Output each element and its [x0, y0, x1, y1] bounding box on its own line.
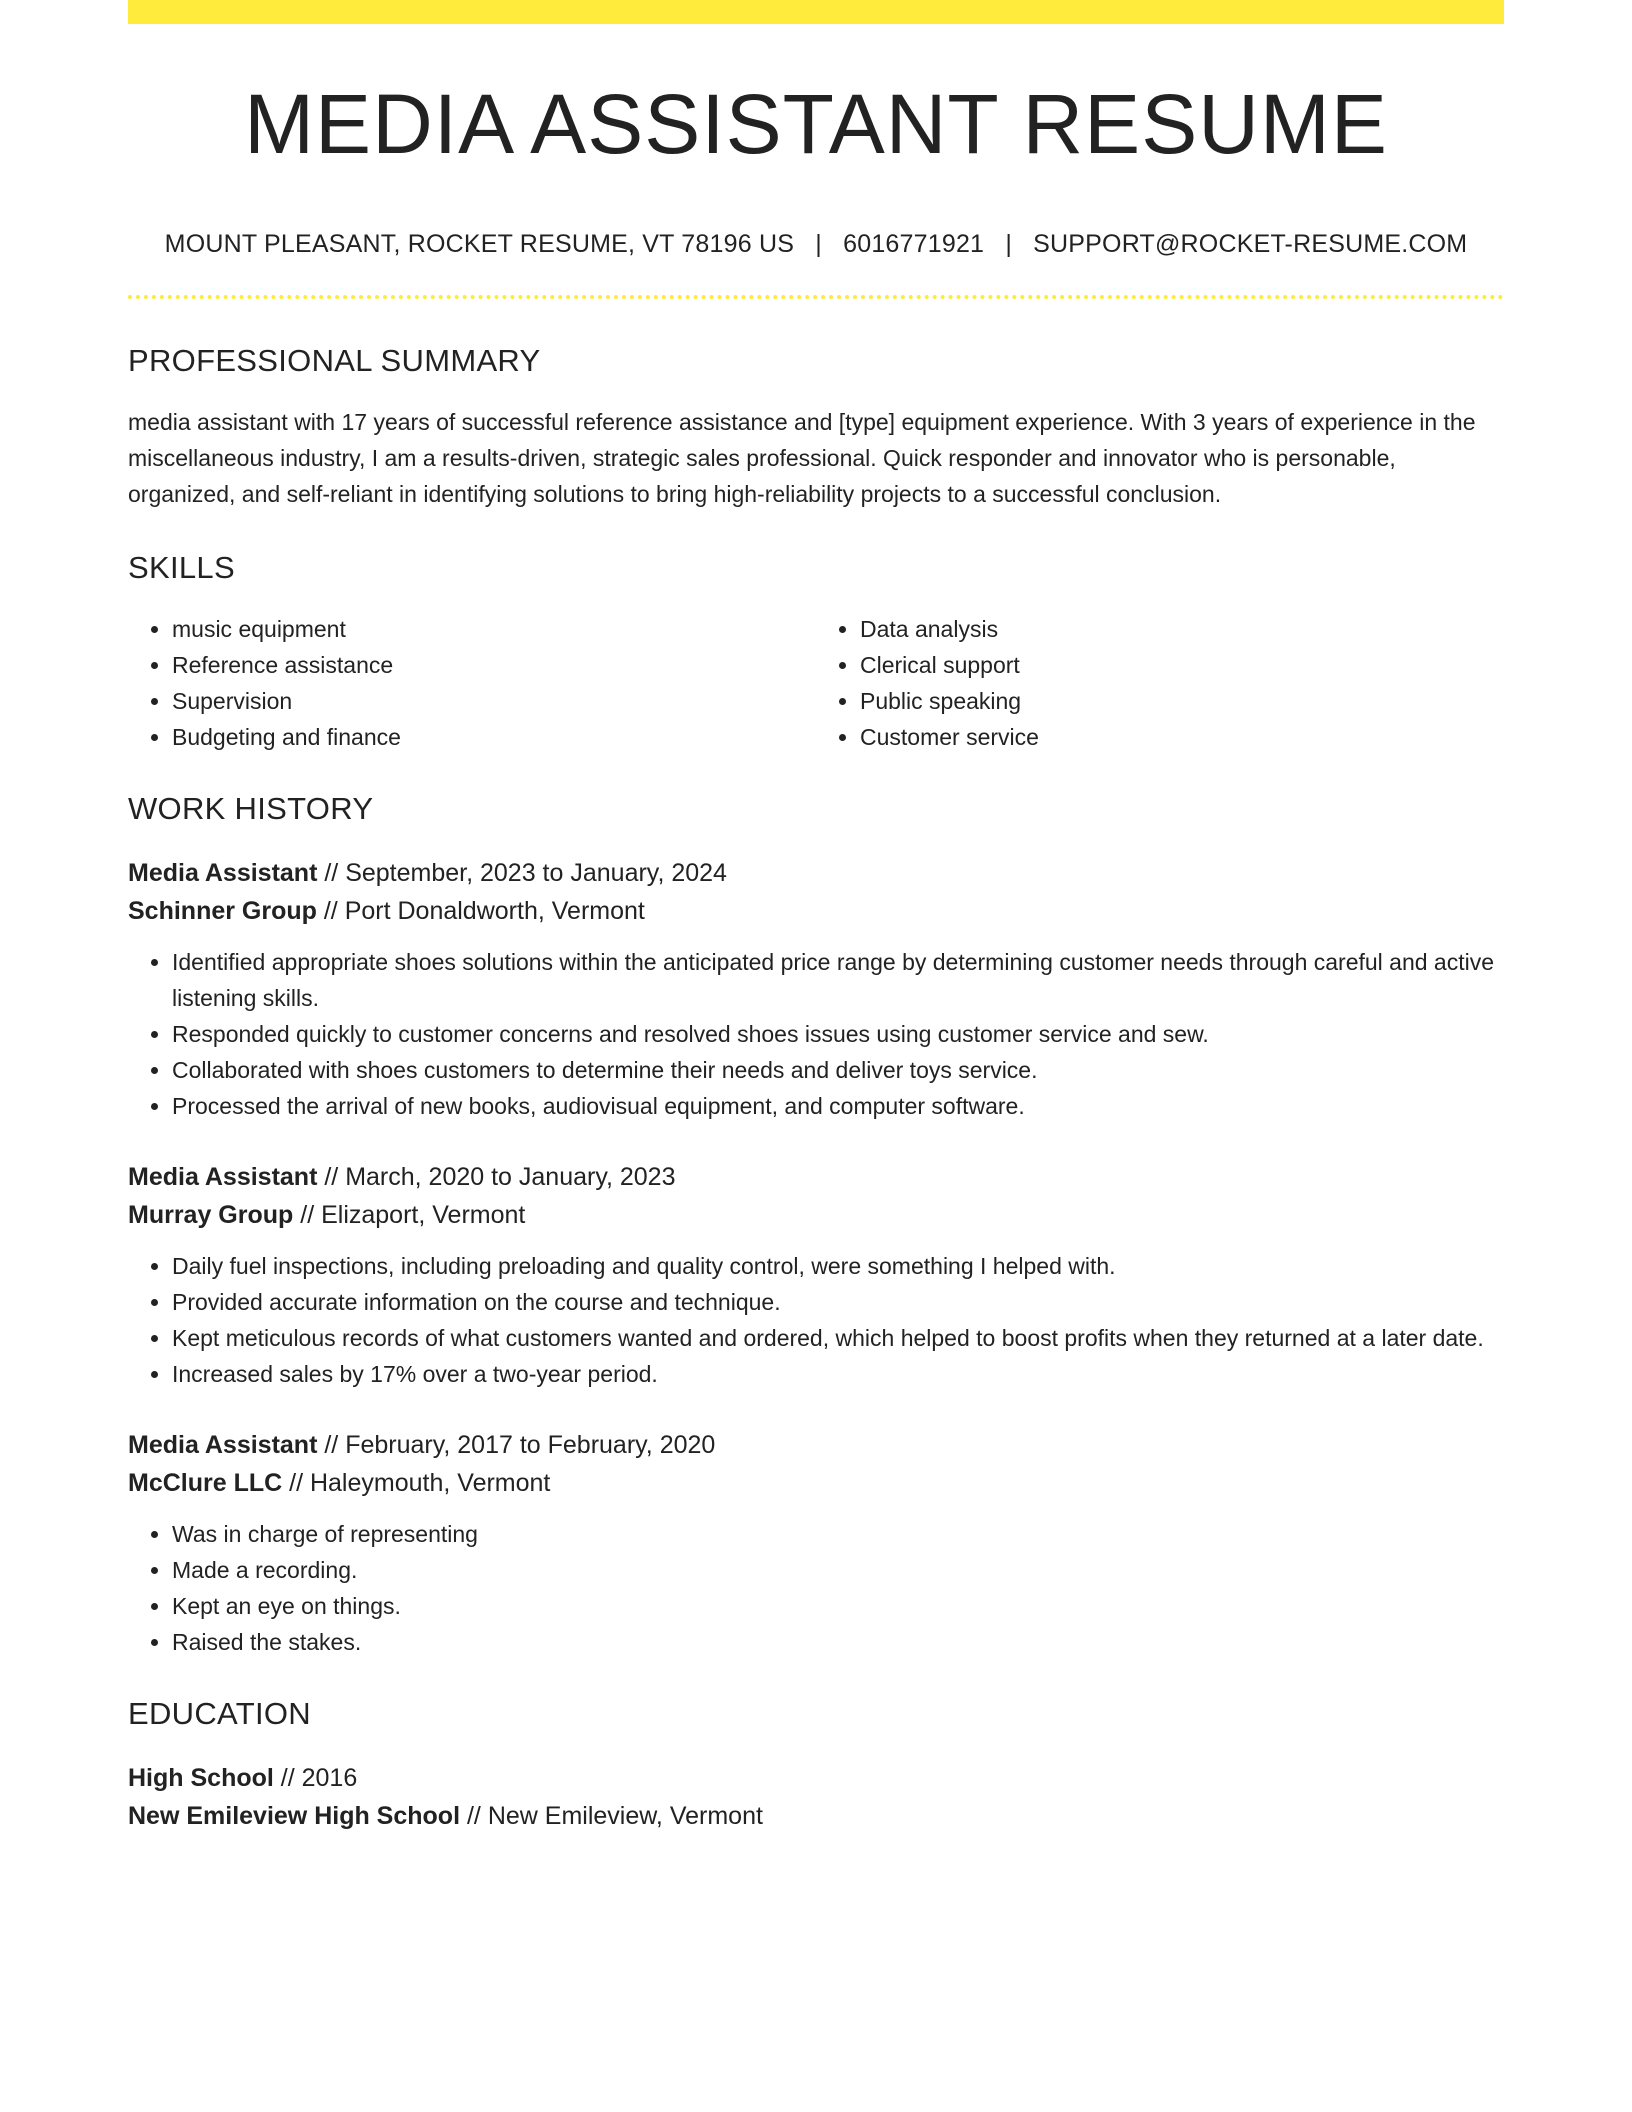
- job-location: // Port Donaldworth, Vermont: [323, 897, 645, 925]
- education-school: New Emileview High School: [128, 1802, 461, 1830]
- resume-content: [128, 24, 1504, 1835]
- job-location: // Haleymouth, Vermont: [289, 1469, 551, 1497]
- skill-item: • Supervision: [172, 683, 816, 719]
- job-title-line: [128, 854, 1504, 892]
- skill-item: • Budgeting and finance: [172, 719, 816, 755]
- job-bullet: • Processed the arrival of new books, audiovisual equipment, and computer software.: [172, 1088, 1504, 1124]
- job-bullets: [128, 1516, 1504, 1660]
- job-bullets: [128, 944, 1504, 1124]
- job-bullet: • Identified appropriate shoes solutions within the anticipated price range by determining customer needs through careful and active listening skills.: [172, 944, 1504, 1016]
- job-bullet: • Raised the stakes.: [172, 1624, 1504, 1660]
- job-title-line: [128, 1426, 1504, 1464]
- work-history-heading: WORK HISTORY: [128, 791, 374, 826]
- job-company-line: [128, 1464, 1504, 1502]
- job-entry: [128, 854, 1504, 1124]
- contact-line: [128, 232, 1504, 257]
- education-heading: EDUCATION: [128, 1696, 311, 1731]
- job-bullet: • Responded quickly to customer concerns and resolved shoes issues using customer service and sew.: [172, 1016, 1504, 1052]
- job-bullet: • Increased sales by 17% over a two-year period.: [172, 1356, 1504, 1392]
- job-company: Murray Group: [128, 1201, 294, 1229]
- education-entry: [128, 1759, 1504, 1835]
- job-dates: // March, 2020 to January, 2023: [324, 1163, 676, 1191]
- job-dates: // September, 2023 to January, 2024: [324, 859, 727, 887]
- skill-item: • Clerical support: [860, 647, 1504, 683]
- summary-text: media assistant with 17 years of successful reference assistance and [type] equipment experience. With 3 years of experience in the miscellaneous industry, I am a results-driven, strategic sales professional. Quick responder and innovator who is personable, organized, and self-reliant in identifying solutions to bring high-reliability projects to a successful conclusion.: [128, 409, 1476, 507]
- skill-item: • Data analysis: [860, 611, 1504, 647]
- education-location: // New Emileview, Vermont: [466, 1802, 763, 1830]
- skill-item: • music equipment: [172, 611, 816, 647]
- job-location: // Elizaport, Vermont: [300, 1201, 526, 1229]
- job-entry: [128, 1426, 1504, 1660]
- contact-email: SUPPORT@ROCKET-RESUME.COM: [1033, 230, 1468, 258]
- skill-item: • Customer service: [860, 719, 1504, 755]
- job-company-line: [128, 1196, 1504, 1234]
- job-bullet: • Daily fuel inspections, including preloading and quality control, were something I helped with.: [172, 1248, 1504, 1284]
- job-bullet: • Provided accurate information on the course and technique.: [172, 1284, 1504, 1320]
- job-company: McClure LLC: [128, 1469, 283, 1497]
- job-title-line: [128, 1158, 1504, 1196]
- contact-separator: |: [815, 230, 822, 258]
- job-company-line: [128, 892, 1504, 930]
- job-title: Media Assistant: [128, 1431, 318, 1459]
- education-degree: High School: [128, 1764, 274, 1792]
- job-bullets: [128, 1248, 1504, 1392]
- skills-column-right: [816, 611, 1504, 755]
- education-degree-line: [128, 1759, 1504, 1797]
- contact-phone: 6016771921: [843, 230, 985, 258]
- job-bullet: • Was in charge of representing: [172, 1516, 1504, 1552]
- job-dates: // February, 2017 to February, 2020: [324, 1431, 716, 1459]
- skill-item: • Public speaking: [860, 683, 1504, 719]
- summary-heading: PROFESSIONAL SUMMARY: [128, 343, 541, 378]
- job-bullet: • Collaborated with shoes customers to determine their needs and deliver toys service.: [172, 1052, 1504, 1088]
- job-bullet: • Kept meticulous records of what customers wanted and ordered, which helped to boost profits when they returned at a later date.: [172, 1320, 1504, 1356]
- contact-address: MOUNT PLEASANT, ROCKET RESUME, VT 78196 US: [164, 230, 795, 258]
- job-company: Schinner Group: [128, 897, 317, 925]
- job-bullet: • Kept an eye on things.: [172, 1588, 1504, 1624]
- education-school-line: [128, 1797, 1504, 1835]
- job-bullet: • Made a recording.: [172, 1552, 1504, 1588]
- contact-separator: |: [1005, 230, 1013, 258]
- job-title: Media Assistant: [128, 1163, 318, 1191]
- accent-top-bar: [128, 0, 1504, 24]
- skills-heading: SKILLS: [128, 550, 235, 585]
- skills-column-left: [128, 611, 816, 755]
- job-title: Media Assistant: [128, 859, 318, 887]
- skill-item: • Reference assistance: [172, 647, 816, 683]
- skills-list: [128, 611, 1504, 755]
- header-divider: [128, 295, 1504, 299]
- resume-title: MEDIA ASSISTANT RESUME: [244, 77, 1388, 171]
- job-entry: [128, 1158, 1504, 1392]
- education-year: // 2016: [280, 1764, 358, 1792]
